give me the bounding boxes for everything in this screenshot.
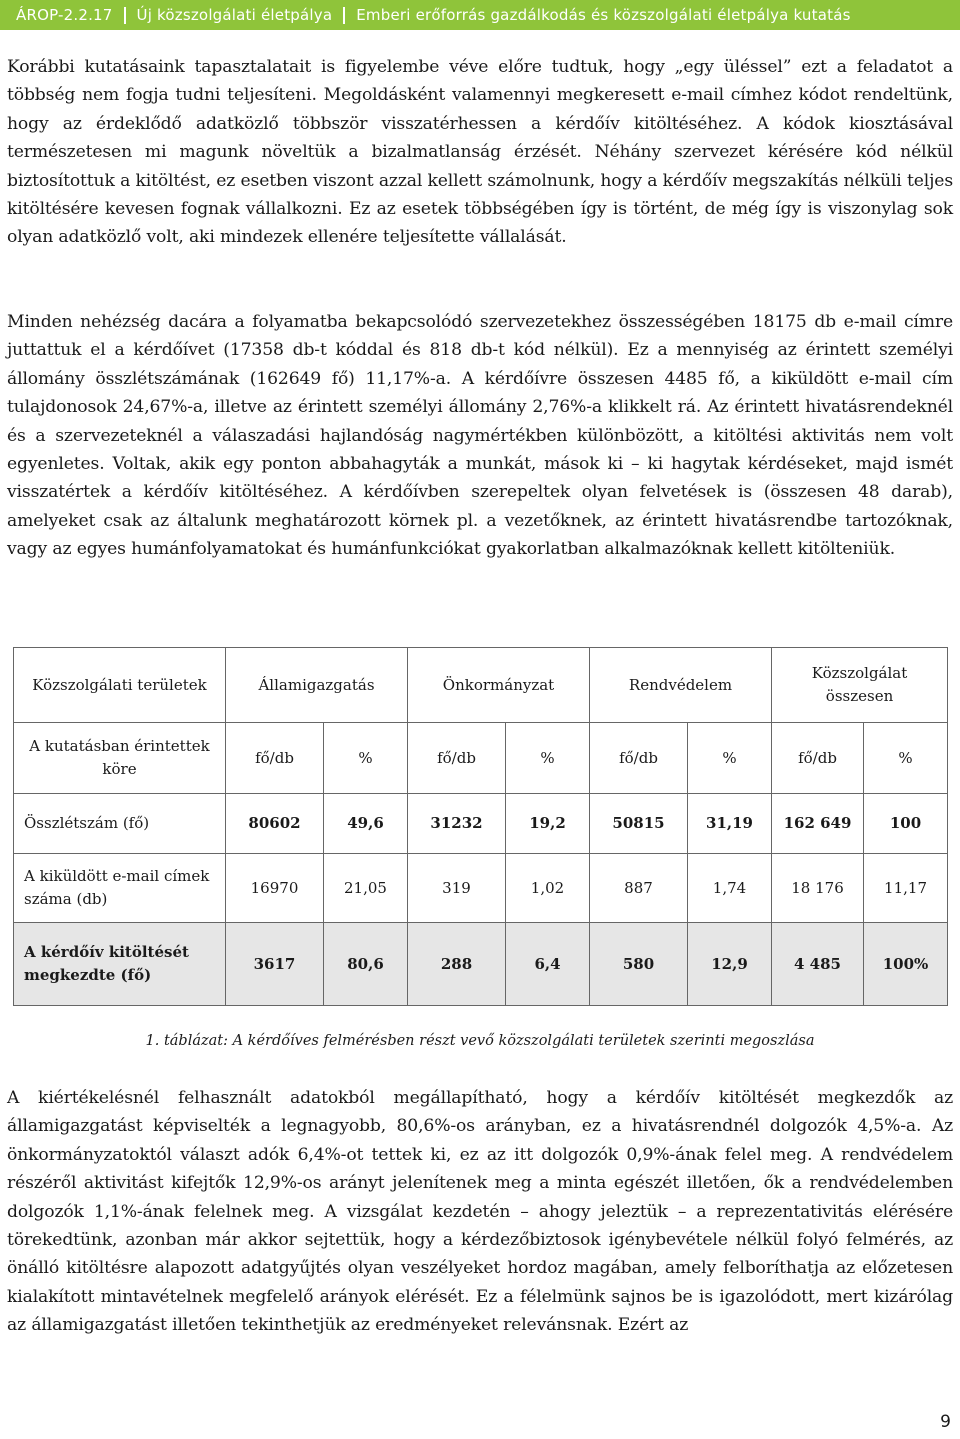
running-header	[0, 0, 960, 30]
table-cell: 100	[864, 794, 948, 854]
unit-cell: fő/db	[772, 723, 864, 794]
table-cell: 887	[590, 854, 688, 923]
table-cell: 580	[590, 923, 688, 1006]
unit-cell: %	[324, 723, 408, 794]
unit-cell: %	[688, 723, 772, 794]
unit-cell: %	[506, 723, 590, 794]
unit-cell: fő/db	[590, 723, 688, 794]
row-label: A kérdőív kitöltését megkezdte (fő)	[14, 923, 226, 1006]
row-label: Összlétszám (fő)	[14, 794, 226, 854]
table-cell: 80,6	[324, 923, 408, 1006]
table-cell: 6,4	[506, 923, 590, 1006]
table-cell: 100%	[864, 923, 948, 1006]
column-header: Önkormányzat	[408, 648, 590, 723]
table-cell: 11,17	[864, 854, 948, 923]
sub-label: A kutatásban érintettek köre	[14, 723, 226, 794]
table-cell: 80602	[226, 794, 324, 854]
distribution-table	[13, 647, 948, 1006]
header-separator	[343, 7, 345, 24]
table-cell: 1,74	[688, 854, 772, 923]
header-subproject: Emberi erőforrás gazdálkodás és közszolgálati életpálya kutatás	[356, 6, 851, 24]
table-row	[14, 923, 948, 1006]
table-header-row	[14, 648, 948, 723]
table-cell: 288	[408, 923, 506, 1006]
table-cell: 1,02	[506, 854, 590, 923]
table-cell: 31,19	[688, 794, 772, 854]
unit-cell: %	[864, 723, 948, 794]
table-caption: 1. táblázat: A kérdőíves felmérésben részt vevő közszolgálati területek szerinti megoszlása	[145, 1033, 815, 1049]
table-unit-row	[14, 723, 948, 794]
table-cell: 3617	[226, 923, 324, 1006]
table-cell: 18 176	[772, 854, 864, 923]
corner-label: Közszolgálati területek	[14, 648, 226, 723]
unit-cell: fő/db	[226, 723, 324, 794]
table-cell: 50815	[590, 794, 688, 854]
unit-cell: fő/db	[408, 723, 506, 794]
header-project: Új közszolgálati életpálya	[136, 6, 333, 24]
body-paragraph-2: Minden nehézség dacára a folyamatba bekapcsolódó szervezetekhez összességében 18175 db e-mail címre juttattuk el a kérdőívet (17358 db-t kóddal és 818 db-t kód nélkül). Ez a mennyiség az érintett személyi állomány összlétszámának (162649 fő) 11,17%-a. A kérdőívre összesen 4485 fő, a kiküldött e-mail cím tulajdonosok 24,67%-a, illetve az érintett személyi állomány 2,76%-a klikkelt rá. Az érintett hivatásrendeknél és a szervezeteknél a válaszadási hajlandóság nagymértékben különbözött, a kitöltési aktivitás nem volt egyenletes. Voltak, akik egy ponton abbahagyták a munkát, mások ki – ki hagytak kérdéseket, majd ismét visszatértek a kérdőív kitöltéséhez. A kérdőívben szerepeltek olyan felvetések is (összesen 48 darab), amelyeket csak az általunk meghatározott körnek pl. a vezetőknek, az érintett hivatásrendbe tartozóknak, vagy az egyes humánfolyamatokat és humánfunkciókat gyakorlatban alkalmazóknak kellett kitölteniük.	[7, 312, 953, 560]
table-row	[14, 854, 948, 923]
table-cell: 4 485	[772, 923, 864, 1006]
table-cell: 31232	[408, 794, 506, 854]
table-cell: 49,6	[324, 794, 408, 854]
table-cell: 21,05	[324, 854, 408, 923]
table-cell: 162 649	[772, 794, 864, 854]
page-number: 9	[940, 1412, 951, 1432]
column-header: Közszolgálat összesen	[772, 648, 948, 723]
table-cell: 19,2	[506, 794, 590, 854]
table-row	[14, 794, 948, 854]
header-code: ÁROP-2.2.17	[16, 6, 113, 24]
header-separator	[124, 7, 126, 24]
body-paragraph-3: A kiértékelésnél felhasznált adatokból megállapítható, hogy a kérdőív kitöltését megkezdők az államigazgatást képviselték a legnagyobb, 80,6%-os arányban, ez a hivatásrendnél dolgozók 4,5%-a. Az önkormányzatoktól választ adók 6,4%-ot tettek ki, ez az itt dolgozók 0,9%-ának felel meg. A rendvédelem részéről aktivitást kifejtők 12,9%-os arányt jelenítenek meg a minta egészét illetően, ők a rendvédelemben dolgozók 1,1%-ának felelnek meg. A vizsgálat kezdetén – ahogy jeleztük – a reprezentativitás elérésére törekedtünk, azonban már akkor sejtettük, hogy a kérdezőbiztosok igénybevétele nélkül folyó felmérés, az önálló kitöltésre alapozott adatgyűjtés olyan veszélyeket hordoz magában, amely felboríthatja az előzetesen kialakított mintavételnek megfelelő arányok elérését. Ez a félelmünk sajnos be is igazolódott, mert kizárólag az államigazgatást illetően tekinthetjük az eredményeket relevánsnak. Ezért az	[7, 1088, 953, 1336]
table-cell: 319	[408, 854, 506, 923]
row-label: A kiküldött e-mail címek száma (db)	[14, 854, 226, 923]
table-cell: 12,9	[688, 923, 772, 1006]
column-header: Rendvédelem	[590, 648, 772, 723]
body-paragraph-1: Korábbi kutatásaink tapasztalatait is figyelembe véve előre tudtuk, hogy „egy üléssel” ezt a feladatot a többség nem fogja tudni teljesíteni. Megoldásként valamennyi megkeresett e-mail címhez kódot rendeltünk, hogy az érdeklődő adatközlő többször visszatérhessen a kérdőív kitöltéséhez. A kódok kiosztásával természetesen mi magunk növeltük a bizalmatlanság érzését. Néhány szervezet kérésére kód nélkül biztosítottuk a kitöltést, ez esetben viszont azzal kellett számolnunk, hogy a kérdőív megszakítás nélküli teljes kitöltésére kevesen fognak vállalkozni. Ez az esetek többségében így is történt, de még így is viszonylag sok olyan adatközlő volt, aki mindezek ellenére teljesítette vállalását.	[7, 57, 953, 248]
table-cell: 16970	[226, 854, 324, 923]
column-header: Államigazgatás	[226, 648, 408, 723]
